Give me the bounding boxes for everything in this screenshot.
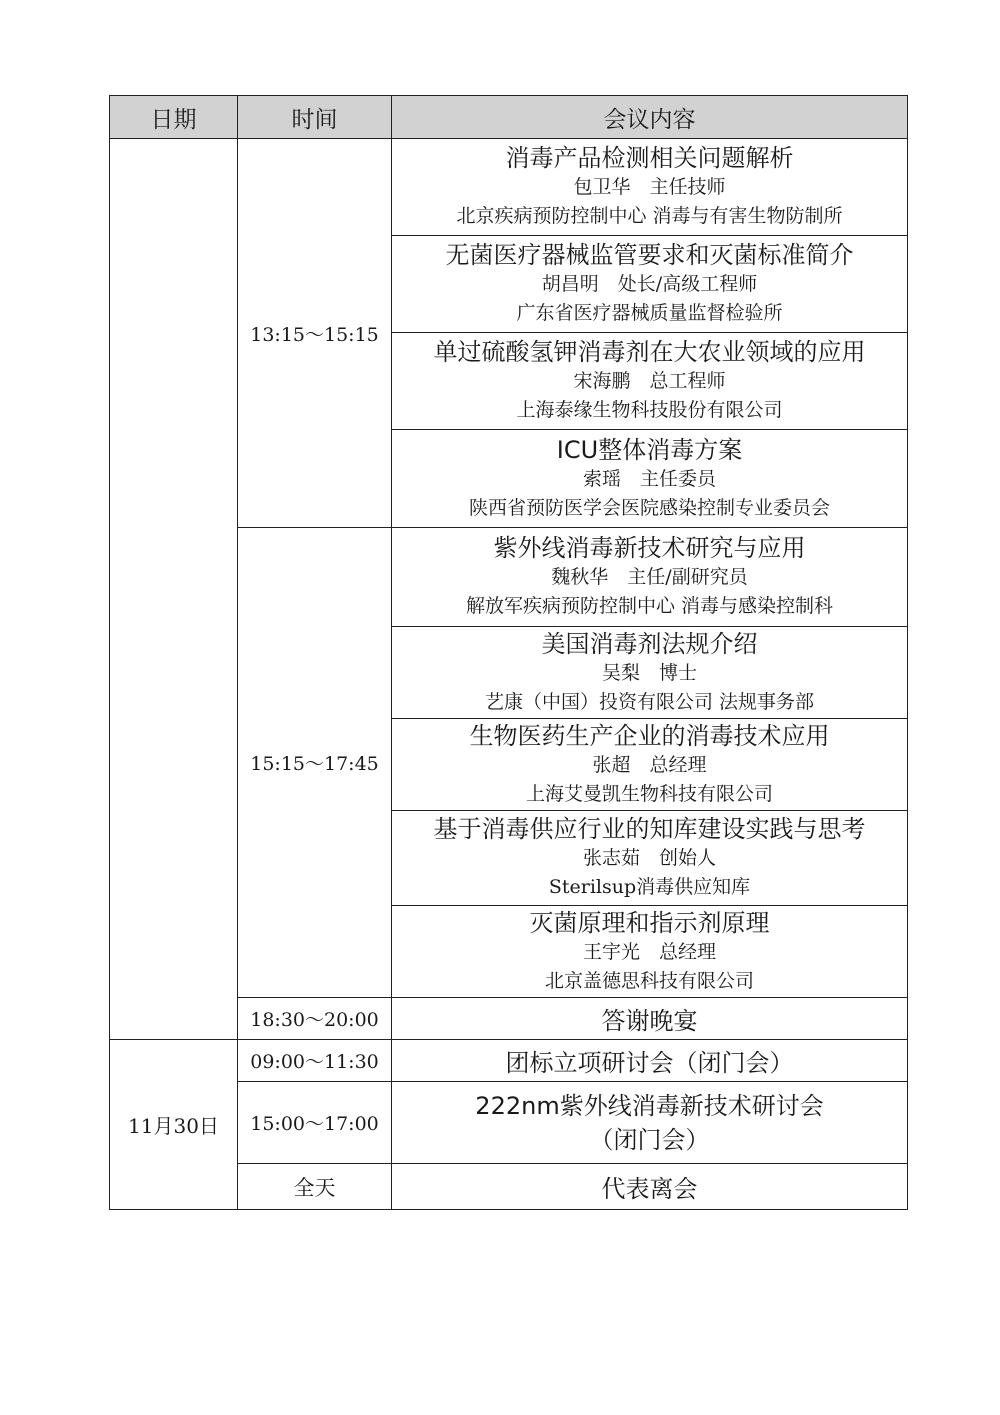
session-cell: 代表离会	[392, 1164, 908, 1210]
organization: 广东省医疗器械质量监督检验所	[516, 302, 783, 324]
table-row	[110, 1040, 908, 1082]
organization: 上海艾曼凯生物科技有限公司	[525, 782, 773, 805]
organization: 北京盖德思科技有限公司	[544, 969, 754, 992]
session-cell	[392, 430, 908, 528]
session-cell	[392, 528, 908, 627]
header-time: 时间	[238, 96, 392, 139]
session-cell	[392, 811, 908, 906]
time-cell: 15:15～17:45	[238, 528, 392, 998]
organization: 陕西省预防医学会医院感染控制专业委员会	[468, 496, 830, 519]
organization: 解放军疾病预防控制中心 消毒与感染控制科	[465, 595, 834, 617]
session-cell	[392, 627, 908, 719]
time-cell: 09:00～11:30	[238, 1040, 392, 1082]
speaker: 张超 总经理	[592, 753, 707, 776]
session-note: （闭门会）	[589, 1125, 710, 1154]
session-title: 基于消毒供应行业的知库建设实践与思考	[433, 815, 866, 843]
session-cell	[392, 1082, 908, 1164]
header-date: 日期	[110, 96, 238, 139]
session-title: 灭菌原理和指示剂原理	[529, 908, 770, 937]
speaker: 吴梨 博士	[601, 661, 697, 684]
speaker: 魏秋华 主任/副研究员	[551, 566, 748, 588]
organization: 艺康（中国）投资有限公司 法规事务部	[484, 690, 815, 713]
session-cell: 团标立项研讨会（闭门会）	[392, 1040, 908, 1082]
table-row	[110, 139, 908, 236]
organization: 北京疾病预防控制中心 消毒与有害生物防制所	[456, 205, 843, 227]
date-cell-day1	[110, 139, 238, 1040]
session-title: 生物医药生产企业的消毒技术应用	[469, 721, 830, 750]
speaker: 包卫华 主任技师	[573, 176, 726, 198]
session-cell	[392, 906, 908, 998]
speaker: 胡昌明 处长/高级工程师	[541, 273, 758, 295]
session-title: 紫外线消毒新技术研究与应用	[493, 534, 806, 562]
speaker: 王宇光 总经理	[582, 940, 716, 963]
session-title: ICU整体消毒方案	[556, 435, 743, 464]
agenda-table	[109, 95, 908, 1210]
speaker: 索瑶 主任委员	[582, 467, 716, 490]
time-cell: 15:00～17:00	[238, 1082, 392, 1164]
time-cell: 全天	[238, 1164, 392, 1210]
session-cell	[392, 139, 908, 236]
speaker: 张志茹 创始人	[582, 847, 716, 869]
session-title: 美国消毒剂法规介绍	[541, 629, 758, 658]
session-cell	[392, 719, 908, 811]
header-row	[110, 96, 908, 139]
session-title: 单过硫酸氢钾消毒剂在大农业领域的应用	[433, 338, 866, 366]
session-title: 222nm紫外线消毒新技术研讨会	[475, 1091, 824, 1120]
header-content: 会议内容	[392, 96, 908, 139]
organization: 上海泰缘生物科技股份有限公司	[516, 399, 783, 421]
banquet-cell: 答谢晚宴	[392, 998, 908, 1040]
session-title: 消毒产品检测相关问题解析	[505, 144, 794, 172]
session-cell	[392, 333, 908, 430]
session-cell	[392, 236, 908, 333]
session-title: 无菌医疗器械监管要求和灭菌标准简介	[445, 241, 854, 269]
organization: Sterilsup消毒供应知库	[548, 876, 751, 898]
speaker: 宋海鹏 总工程师	[573, 370, 726, 392]
time-cell: 18:30～20:00	[238, 998, 392, 1040]
date-cell-day2: 11月30日	[110, 1040, 238, 1210]
time-cell: 13:15～15:15	[238, 139, 392, 528]
